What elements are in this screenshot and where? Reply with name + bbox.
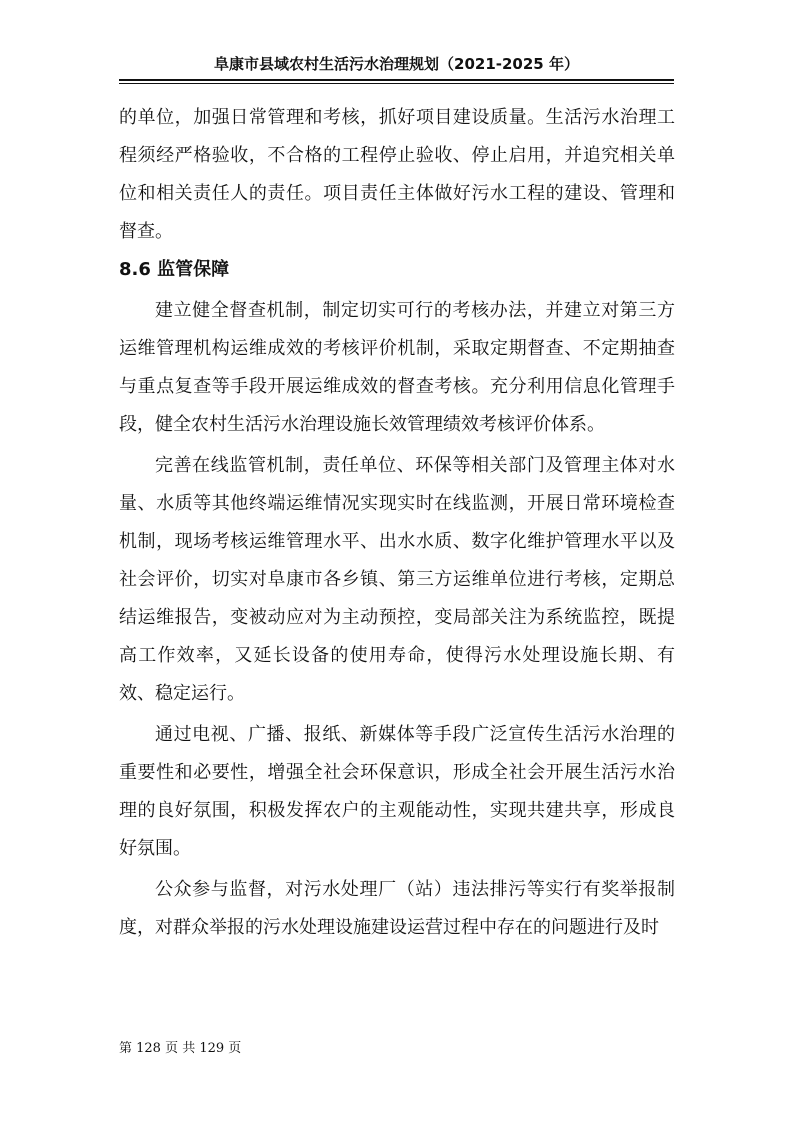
paragraph: 通过电视、广播、报纸、新媒体等手段广泛宣传生活污水治理的重要性和必要性，增强全社会环保意识，形成全社会开展生活污水治理的良好氛围，积极发挥农户的主观能动性，实现共建共享，形成良好氛围。: [119, 724, 675, 859]
header-rule-thick: [119, 79, 674, 81]
running-header: 阜康市县域农村生活污水治理规划（2021-2025 年）: [214, 55, 579, 73]
paragraph: 公众参与监督，对污水处理厂（站）违法排污等实行有奖举报制度，对群众举报的污水处理设施建设运营过程中存在的问题进行及时: [119, 879, 675, 938]
page-number: 第 128 页 共 129 页: [119, 1041, 242, 1056]
section-number: 8.6: [119, 259, 151, 280]
header-rule-thin: [119, 83, 674, 84]
paragraph: 建立健全督查机制，制定切实可行的考核办法，并建立对第三方运维管理机构运维成效的考核评价机制，采取定期督查、不定期抽查与重点复查等手段开展运维成效的督查考核。充分利用信息化管理手段，健全农村生活污水治理设施长效管理绩效考核评价体系。: [119, 300, 675, 435]
section-title: 监管保障: [157, 259, 230, 280]
continued-paragraph: 的单位，加强日常管理和考核，抓好项目建设质量。生活污水治理工程须经严格验收，不合格的工程停止验收、停止启用，并追究相关单位和相关责任人的责任。项目责任主体做好污水工程的建设、管理和督查。: [119, 107, 675, 242]
section-heading: [119, 251, 675, 289]
document-body: [119, 99, 675, 947]
paragraph: 完善在线监管机制，责任单位、环保等相关部门及管理主体对水量、水质等其他终端运维情况实现实时在线监测，开展日常环境检查机制，现场考核运维管理水平、出水水质、数字化维护管理水平以及社会评价，切实对阜康市各乡镇、第三方运维单位进行考核，定期总结运维报告，变被动应对为主动预控，变局部关注为系统监控，既提高工作效率，又延长设备的使用寿命，使得污水处理设施长期、有效、稳定运行。: [119, 455, 675, 704]
